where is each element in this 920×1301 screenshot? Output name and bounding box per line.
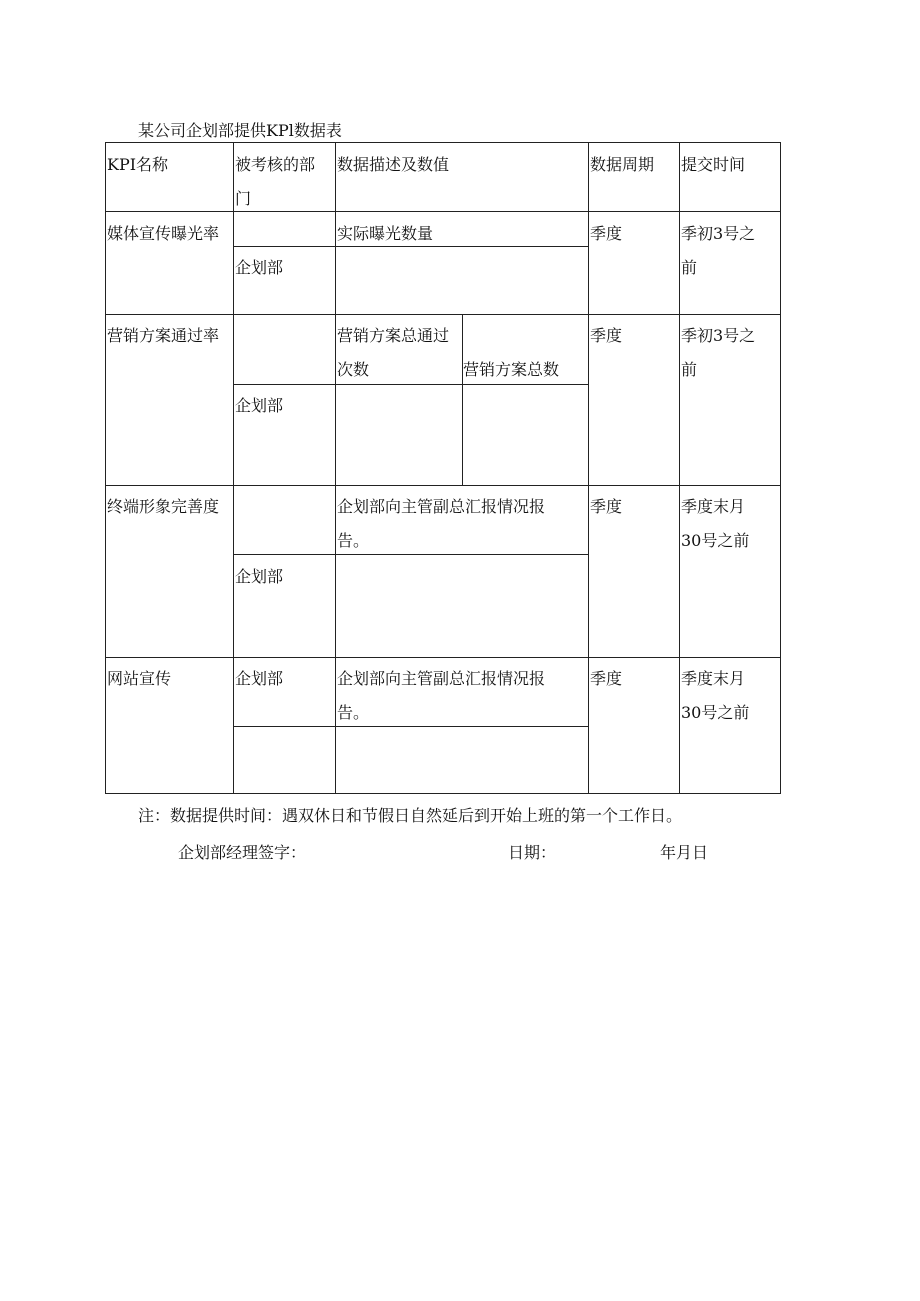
row3-submit-line1: 季度末月: [681, 497, 746, 516]
document-title: 某公司企划部提供KPl数据表: [138, 121, 342, 140]
footnote: 注：数据提供时间：遇双休日和节假日自然延后到开始上班的第一个工作日。: [138, 806, 683, 825]
header-kpi-name: KPI名称: [107, 155, 169, 174]
row1-submit-line1: 季初3号之: [681, 224, 756, 243]
header-description: 数据描述及数值: [337, 155, 450, 174]
row4-description-line2: 告。: [337, 703, 370, 722]
row2-kpi-name: 营销方案通过率: [107, 326, 220, 345]
row1-cycle: 季度: [590, 224, 623, 243]
date-value: 年月日: [660, 843, 709, 862]
header-submit-time: 提交时间: [681, 155, 746, 174]
row3-kpi-name: 终端形象完善度: [107, 497, 220, 516]
row4-cycle: 季度: [590, 669, 623, 688]
row3-description-line1: 企划部向主管副总汇报情况报: [337, 497, 546, 516]
date-label: 日期：: [508, 843, 557, 862]
row2-submit-line2: 前: [681, 360, 698, 379]
row3-submit-line2: 30号之前: [681, 531, 750, 550]
row3-description-line2: 告。: [337, 531, 370, 550]
row3-department: 企划部: [235, 567, 284, 586]
row4-submit-line2: 30号之前: [681, 703, 750, 722]
row2-submit-line1: 季初3号之: [681, 326, 756, 345]
row3-cycle: 季度: [590, 497, 623, 516]
row1-submit-line2: 前: [681, 258, 698, 277]
row2-department: 企划部: [235, 396, 284, 415]
header-cycle: 数据周期: [590, 155, 655, 174]
header-department-line2: 门: [235, 189, 252, 208]
row1-description: 实际曝光数量: [337, 224, 434, 243]
row2-description-a-line1: 营销方案总通过: [337, 326, 450, 345]
row4-kpi-name: 网站宣传: [107, 669, 172, 688]
row2-description-b: 营销方案总数: [463, 360, 560, 379]
manager-signature-label: 企划部经理签字：: [178, 843, 307, 862]
row4-submit-line1: 季度末月: [681, 669, 746, 688]
row1-kpi-name: 媒体宣传曝光率: [107, 224, 220, 243]
row4-description-line1: 企划部向主管副总汇报情况报: [337, 669, 546, 688]
row2-description-a-line2: 次数: [337, 360, 370, 379]
row4-department: 企划部: [235, 669, 284, 688]
row2-cycle: 季度: [590, 326, 623, 345]
kpi-table: [105, 142, 781, 794]
header-department-line1: 被考核的部: [235, 155, 316, 174]
row1-department: 企划部: [235, 258, 284, 277]
